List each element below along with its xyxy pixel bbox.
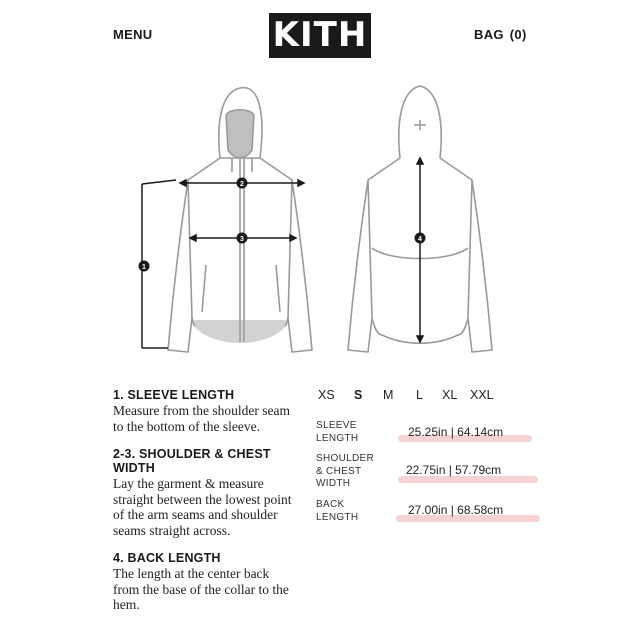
size-option-s[interactable]: S (354, 388, 363, 402)
size-option-xxl[interactable]: XXL (470, 388, 494, 402)
measurement-guide (113, 388, 293, 626)
guide-description: Measure from the shoulder seam to the bottom of the sleeve. (113, 403, 290, 434)
marker-2 (237, 178, 248, 189)
measurement-value: 25.25in | 64.14cm (408, 425, 504, 439)
measurement-label-line: SHOULDER (316, 453, 374, 464)
size-option-m[interactable]: M (383, 388, 394, 402)
highlight-bar (398, 476, 538, 483)
marker-3 (237, 233, 248, 244)
size-option-xs[interactable]: XS (318, 388, 335, 402)
bag-count: (0) (509, 27, 527, 42)
measurement-diagram (120, 80, 520, 370)
hooded-jacket-front-back-measurement-icon (120, 80, 520, 370)
size-option-xl[interactable]: XL (442, 388, 458, 402)
guide-item-sleeve-length (113, 388, 293, 434)
marker-1 (139, 261, 150, 272)
guide-item-shoulder-chest-width (113, 447, 293, 538)
menu-button[interactable]: MENU (113, 27, 153, 42)
measurement-label (316, 499, 396, 524)
measurement-label (316, 453, 396, 491)
guide-description: The length at the center back from the base of the collar to the hem. (113, 566, 289, 612)
guide-heading: 4. BACK LENGTH (113, 551, 221, 565)
measurement-row-sleeve-length (316, 420, 546, 450)
guide-heading: 2-3. SHOULDER & CHEST WIDTH (113, 447, 271, 475)
measurement-label (316, 420, 396, 445)
svg-text:1: 1 (142, 264, 146, 271)
measurement-row-shoulder-chest-width (316, 453, 546, 493)
svg-text:4: 4 (418, 236, 422, 243)
measurement-value: 22.75in | 57.79cm (406, 463, 502, 477)
measurement-label-line: & CHEST (316, 465, 362, 477)
bag-label: BAG (474, 27, 504, 42)
measurement-row-back-length (316, 499, 546, 529)
size-selector (314, 388, 514, 404)
svg-text:2: 2 (240, 181, 244, 188)
guide-description: Lay the garment & measure straight between the lowest point of the arm seams and shoulder seams straight across. (113, 476, 292, 538)
measurement-label-line: SLEEVE (316, 420, 357, 431)
svg-text:3: 3 (240, 236, 244, 243)
bag-button[interactable] (474, 27, 527, 42)
measurement-label-line: BACK (316, 499, 345, 510)
measurement-label-line: WIDTH (316, 478, 351, 489)
kith-logo[interactable]: KITH (269, 13, 371, 58)
measurement-label-line: LENGTH (316, 511, 359, 523)
site-header (0, 0, 640, 70)
guide-item-back-length (113, 551, 293, 613)
guide-heading: 1. SLEEVE LENGTH (113, 388, 235, 402)
marker-4 (415, 233, 426, 244)
measurement-value: 27.00in | 68.58cm (408, 503, 504, 517)
size-option-l[interactable]: L (416, 388, 423, 402)
measurement-label-line: LENGTH (316, 432, 359, 444)
